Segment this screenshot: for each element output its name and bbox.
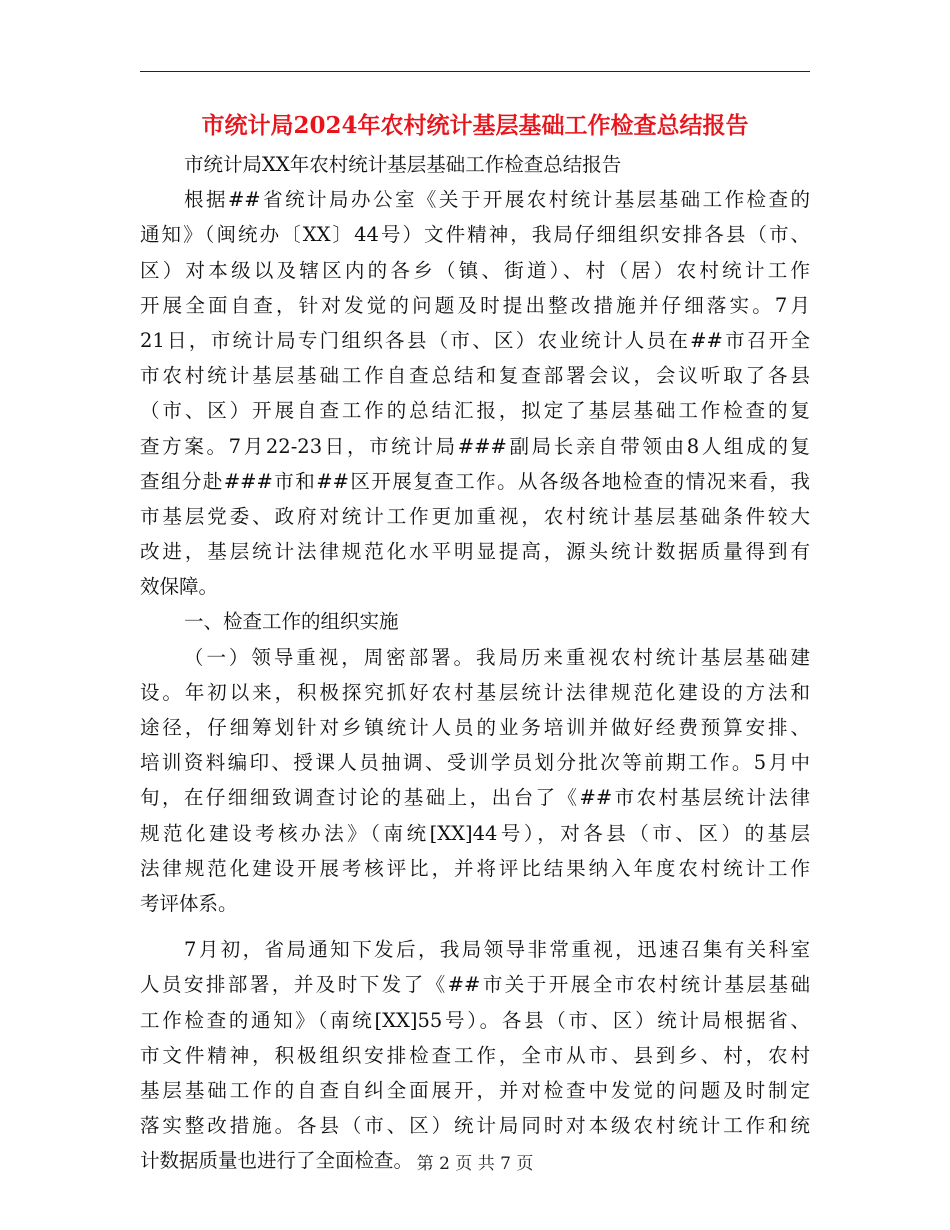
header-rule — [140, 71, 810, 72]
page-number: 第 2 页 共 7 页 — [416, 1154, 534, 1174]
section-heading: 一、检查工作的组织实施 — [184, 610, 399, 634]
paragraph-line: 市农村统计基层基础工作自查总结和复查部署会议，会议听取了各县 — [140, 364, 810, 388]
paragraph-line: 查组分赴###市和##区开展复查工作。从各级各地检查的情况来看，我 — [140, 469, 810, 493]
paragraph-line: 市文件精神，积极组织安排检查工作，全市从市、县到乡、村，农村 — [140, 1043, 810, 1067]
paragraph-line: 法律规范化建设开展考核评比，并将评比结果纳入年度农村统计工作 — [140, 856, 810, 880]
paragraph-line: 区）对本级以及辖区内的各乡（镇、街道）、村（居）农村统计工作 — [140, 258, 810, 282]
paragraph-line: 途径，仔细筹划针对乡镇统计人员的业务培训并做好经费预算安排、 — [140, 716, 810, 739]
paragraph-line: （一）领导重视，周密部署。我局历来重视农村统计基层基础建 — [184, 645, 810, 669]
paragraph-line: 市基层党委、政府对统计工作更加重视，农村统计基层基础条件较大 — [140, 504, 810, 528]
paragraph-line: 查方案。7月22-23日，市统计局###副局长亲自带领由8人组成的复 — [140, 434, 810, 458]
paragraph-line: 培训资料编印、授课人员抽调、受训学员划分批次等前期工作。5月中 — [140, 751, 810, 775]
paragraph-line: 落实整改措施。各县（市、区）统计局同时对本级农村统计工作和统 — [140, 1114, 810, 1138]
paragraph-line: 7月初，省局通知下发后，我局领导非常重视，迅速召集有关科室 — [184, 938, 810, 962]
paragraph-line: 人员安排部署，并及时下发了《##市关于开展全市农村统计基层基础 — [140, 973, 810, 997]
paragraph-line: 开展全面自查，针对发觉的问题及时提出整改措施并仔细落实。7月 — [140, 293, 810, 317]
paragraph-line: 基层基础工作的自查自纠全面展开，并对检查中发觉的问题及时制定 — [140, 1078, 810, 1102]
paragraph-line: 考评体系。 — [140, 891, 238, 915]
paragraph-line: 工作检查的通知》（南统[XX]55号）。各县（市、区）统计局根据省、 — [140, 1008, 810, 1032]
document-body — [140, 147, 810, 1178]
paragraph-line: 根据##省统计局办公室《关于开展农村统计基层基础工作检查的 — [184, 188, 810, 212]
paragraph-line: （市、区）开展自查工作的总结汇报，拟定了基层基础工作检查的复 — [140, 399, 810, 423]
paragraph-line: 计数据质量也进行了全面检查。 — [140, 1149, 414, 1173]
subtitle-line: 市统计局XX年农村统计基层基础工作检查总结报告 — [184, 153, 622, 176]
paragraph-line: 效保障。 — [140, 575, 219, 599]
paragraph-line: 设。年初以来，积极探究抓好农村基层统计法律规范化建设的方法和 — [140, 680, 810, 704]
paragraph-line: 改进，基层统计法律规范化水平明显提高，源头统计数据质量得到有 — [140, 540, 810, 564]
document-title: 市统计局2024年农村统计基层基础工作检查总结报告 — [201, 112, 749, 139]
paragraph-line: 旬，在仔细细致调查讨论的基础上，出台了《##市农村基层统计法律 — [140, 786, 810, 810]
paragraph-line: 21日，市统计局专门组织各县（市、区）农业统计人员在##市召开全 — [140, 328, 810, 352]
paragraph-line: 规范化建设考核办法》（南统[XX]44号），对各县（市、区）的基层 — [140, 821, 810, 845]
paragraph-line: 通知》（闽统办〔XX〕44号）文件精神，我局仔细组织安排各县（市、 — [140, 223, 810, 247]
